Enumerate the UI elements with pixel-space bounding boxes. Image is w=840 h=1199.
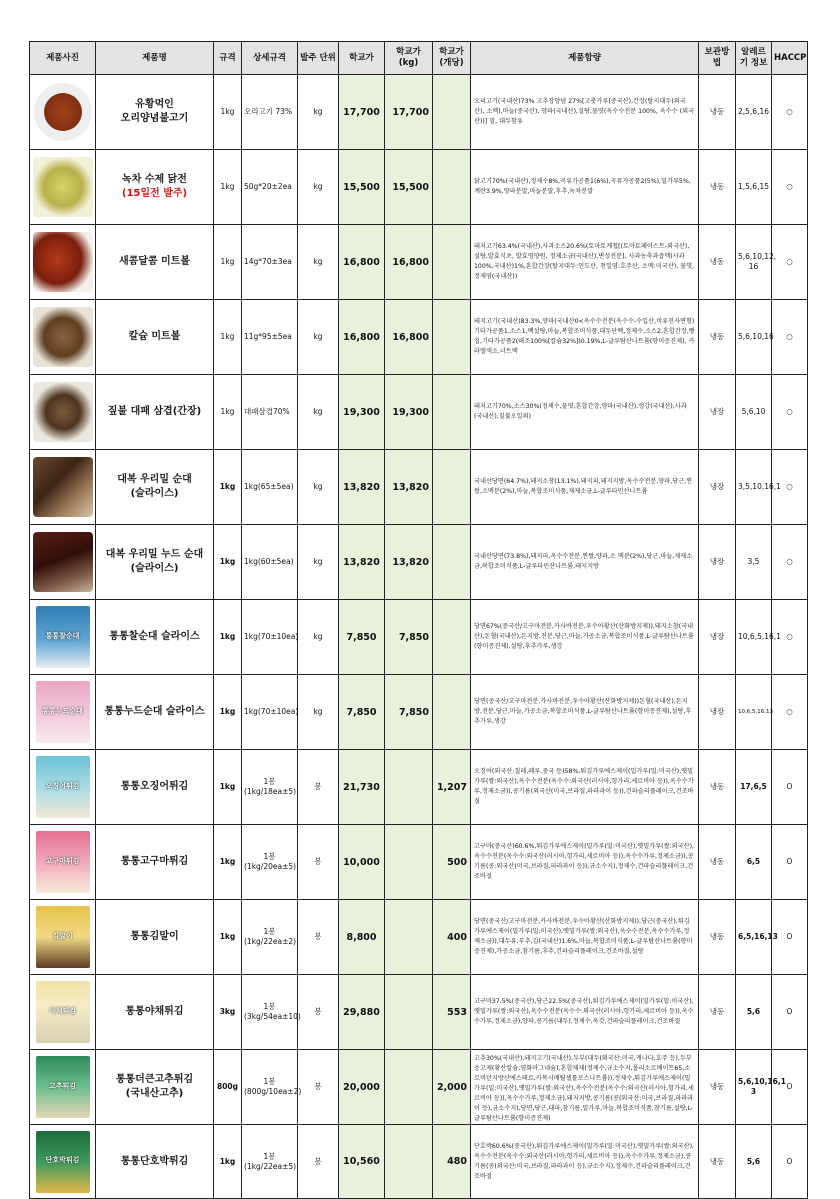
product-table [29, 41, 808, 1199]
order-unit: 봉 [298, 1125, 339, 1199]
school-price-ea: 1,207 [433, 750, 471, 825]
table-row [30, 525, 808, 600]
ingredients: 오리고기(국내산)73% 고추장양념 27%[고춧가루(중국산),간장(탈지대두(외국산), 소맥),마늘(중국산), 양파(국내산),설탕,물엿(옥수수전분 100%, 옥수수 (외국산))] 밀, 대두함유 [471, 75, 699, 150]
school-price: 7,850 [339, 675, 385, 750]
product-photo [33, 532, 93, 592]
school-price-ea [433, 450, 471, 525]
haccp-mark: O [772, 1050, 808, 1125]
detail-spec: 1봉 (1kg/18ea±5) [242, 750, 298, 825]
product-name: 통통김말이 [96, 900, 214, 975]
header-price: 학교가 [339, 42, 385, 75]
product-name: 통통더큰고추튀김 (국내산고추) [96, 1050, 214, 1125]
order-unit: kg [298, 225, 339, 300]
detail-spec: 대패삼겹70% [242, 375, 298, 450]
order-unit: 봉 [298, 1050, 339, 1125]
ingredients: 돼지고기63.4%(국내산),사과소스20.6%(토마토케첩[(토마토페이스트-외국산),설탕,발효식초, 발효영양원, 정제소금(국내산),변성전분], 사과농축과즙액(사과100%,국내산)1%,혼합간장(탈지대두:인도산, 천일염:호주산, 소맥:미국산), 물엿, 정제염(국내산)) [471, 225, 699, 300]
school-price-kg: 16,800 [385, 225, 433, 300]
storage-method: 냉동 [699, 1050, 736, 1125]
allergy-info: 17,6,5 [736, 750, 772, 825]
school-price-kg: 13,820 [385, 525, 433, 600]
spec: 1kg [214, 675, 242, 750]
table-row [30, 1050, 808, 1125]
school-price-kg [385, 1125, 433, 1199]
table-row [30, 975, 808, 1050]
product-name: 대복 우리밀 누드 순대 (슬라이스) [96, 525, 214, 600]
storage-method: 냉동 [699, 1125, 736, 1199]
allergy-info: 3,5 [736, 525, 772, 600]
table-row [30, 150, 808, 225]
storage-method: 냉장 [699, 450, 736, 525]
storage-method: 냉동 [699, 900, 736, 975]
allergy-info: 1,5,6,15 [736, 150, 772, 225]
storage-method: 냉장 [699, 525, 736, 600]
ingredients: 국내산당면(73.8%),돼지피,옥수수전분,찐쌀,양파,소 맥분(2%),당근,마늘,재제소금,복합조미식품,L-글루타민산나트륨,돼지지방 [471, 525, 699, 600]
ingredients: 국내산당면(64.7%),돼지소창(13.1%),돼지피,돼지지방,옥수수전분,양파,당근,찐쌀,소맥분(2%),마늘,복합조미식품,재제소금,L-글루타민산나트륨 [471, 450, 699, 525]
school-price-ea: 2,000 [433, 1050, 471, 1125]
school-price: 20,000 [339, 1050, 385, 1125]
school-price-kg [385, 750, 433, 825]
ingredients: 당면(중국산/고구마전분,카사바전분,우수아황산(산화방지제))돈혈(국내산),돈지방,전분,당근,마늘,가공소금,복합조미식품,L-글루탐산나트륨(향미증진제),설탕,후추가루,생강 [471, 675, 699, 750]
school-price-kg [385, 1050, 433, 1125]
order-unit: kg [298, 600, 339, 675]
school-price: 10,560 [339, 1125, 385, 1199]
allergy-info: 5,6,10,12, 16 [736, 225, 772, 300]
order-unit: 봉 [298, 900, 339, 975]
school-price-kg: 16,800 [385, 300, 433, 375]
product-photo-cell [30, 150, 96, 225]
school-price: 10,000 [339, 825, 385, 900]
order-unit: kg [298, 450, 339, 525]
haccp-mark: ○ [772, 300, 808, 375]
header-photo: 제품사진 [30, 42, 96, 75]
product-photo [33, 157, 93, 217]
product-photo: 야채튀김 [36, 981, 90, 1043]
order-unit: kg [298, 150, 339, 225]
product-name: 유황먹인 오리양념불고기 [96, 75, 214, 150]
detail-spec: 1kg(65±5ea) [242, 450, 298, 525]
haccp-mark: O [772, 825, 808, 900]
product-photo-cell [30, 675, 96, 750]
product-photo-cell [30, 900, 96, 975]
storage-method: 냉동 [699, 975, 736, 1050]
product-name: 통통누드순대 슬라이스 [96, 675, 214, 750]
storage-method: 냉동 [699, 225, 736, 300]
allergy-info: 5,6,10,16 [736, 300, 772, 375]
product-photo-cell [30, 975, 96, 1050]
product-photo-cell [30, 1125, 96, 1199]
table-row [30, 225, 808, 300]
product-name: 통통오징어튀김 [96, 750, 214, 825]
table-row [30, 450, 808, 525]
haccp-mark: O [772, 1125, 808, 1199]
school-price-ea: 480 [433, 1125, 471, 1199]
product-name: 통통야채튀김 [96, 975, 214, 1050]
ingredients: 당면67%(중국산/고구마전분,카사바전분,우수아황산(산화방지제)),돼지소창(국내산),돈혈(국내산),돈지방,전분,당근,마늘,가공소금,복합조미식품,L-글루탐산나트륨(향미증진제),설탕,후추가루,생강 [471, 600, 699, 675]
header-unit: 발주 단위 [298, 42, 339, 75]
school-price: 21,730 [339, 750, 385, 825]
table-row [30, 375, 808, 450]
ingredients: 단호박60.6%(중국산),튀김가루에스제이(밀가루(밀:미국산),옛밀가루(쌀:외국산),옥수수전분(옥수수:외국산(러시아,헝가리,세르비아 등)),옥수수가루,정제소금),콩기름(콩(외국산:미국,브라질,파라과이 등),규소수지),정제수,건파슬리플레이크,건조바질 [471, 1125, 699, 1199]
product-photo-cell [30, 75, 96, 150]
allergy-info: 10,6,5,16,13 [736, 675, 772, 750]
product-photo-cell [30, 450, 96, 525]
product-photo [33, 232, 93, 292]
header-spec: 규격 [214, 42, 242, 75]
spec: 1kg [214, 450, 242, 525]
detail-spec: 14g*70±3ea [242, 225, 298, 300]
school-price-ea [433, 375, 471, 450]
table-row [30, 600, 808, 675]
haccp-mark: ○ [772, 375, 808, 450]
spec: 1kg [214, 1125, 242, 1199]
ingredients: 고구마37.5%(중국산),당근22.5%(중국산),튀김가루에스제이(밀가루(밀:미국산),옛밀가루(쌀:외국산),옥수수전분(옥수수:외국산(러시아,헝가리,세르비아 등)),옥수수가루,정제소금),양파,콩기름(대두),정제수,옥갓,건파슬리플레이크,건조바질 [471, 975, 699, 1050]
allergy-info: 2,5,6,16 [736, 75, 772, 150]
spec: 1kg [214, 600, 242, 675]
school-price-kg: 7,850 [385, 675, 433, 750]
product-name: 녹차 수제 닭전 (15일전 발주) [96, 150, 214, 225]
spec: 1kg [214, 225, 242, 300]
product-name: 칼슘 미트볼 [96, 300, 214, 375]
product-photo [34, 83, 92, 141]
product-photo: 오징어튀김 [36, 756, 90, 818]
product-name: 대복 우리밀 순대 (슬라이스) [96, 450, 214, 525]
order-unit: 봉 [298, 975, 339, 1050]
header-ingredients: 제품함량 [471, 42, 699, 75]
order-unit: kg [298, 75, 339, 150]
haccp-mark: ○ [772, 450, 808, 525]
product-photo: 통통찰순대 [36, 606, 90, 668]
product-photo-cell [30, 750, 96, 825]
detail-spec: 1kg(70±10ea) [242, 600, 298, 675]
school-price-ea [433, 75, 471, 150]
spec: 1kg [214, 900, 242, 975]
school-price: 15,500 [339, 150, 385, 225]
spec: 1kg [214, 825, 242, 900]
school-price-ea [433, 300, 471, 375]
product-photo: 고구마튀김 [36, 831, 90, 893]
spec: 3kg [214, 975, 242, 1050]
spec: 1kg [214, 525, 242, 600]
table-row [30, 300, 808, 375]
school-price: 8,800 [339, 900, 385, 975]
school-price-ea: 500 [433, 825, 471, 900]
allergy-info: 5,6 [736, 1125, 772, 1199]
storage-method: 냉동 [699, 825, 736, 900]
product-photo-cell [30, 1050, 96, 1125]
storage-method: 냉동 [699, 75, 736, 150]
detail-spec: 11g*95±5ea [242, 300, 298, 375]
allergy-info: 5,6,10,16,1 3 [736, 1050, 772, 1125]
header-allergy: 알레르기 정보 [736, 42, 772, 75]
product-photo-cell [30, 525, 96, 600]
school-price: 13,820 [339, 450, 385, 525]
school-price-ea [433, 525, 471, 600]
header-price-ea: 학교가 (개당) [433, 42, 471, 75]
school-price-kg: 19,300 [385, 375, 433, 450]
spec: 1kg [214, 375, 242, 450]
product-photo-cell [30, 600, 96, 675]
school-price: 19,300 [339, 375, 385, 450]
spec: 1kg [214, 75, 242, 150]
haccp-mark: O [772, 900, 808, 975]
allergy-info: 6,5 [736, 825, 772, 900]
spec: 800g [214, 1050, 242, 1125]
order-unit: kg [298, 525, 339, 600]
product-photo [33, 457, 93, 517]
detail-spec: 1봉 (800g/10ea±2) [242, 1050, 298, 1125]
product-photo: 김말이 [36, 906, 90, 968]
product-name: 짚불 대패 삼겹(간장) [96, 375, 214, 450]
ingredients: 돼지고기70%,소스30%(정제수,물엿,혼합간장,양파(국내산),생강(국내산),사과(국내산),짚불오일외) [471, 375, 699, 450]
school-price-ea [433, 675, 471, 750]
header-detail: 상세규격 [242, 42, 298, 75]
haccp-mark: ○ [772, 675, 808, 750]
product-photo: 통통누드순대 [36, 681, 90, 743]
school-price-kg: 15,500 [385, 150, 433, 225]
product-photo-cell [30, 225, 96, 300]
school-price-ea: 400 [433, 900, 471, 975]
detail-spec: 오리고기 73% [242, 75, 298, 150]
school-price-ea [433, 600, 471, 675]
spec: 1kg [214, 300, 242, 375]
haccp-mark: ○ [772, 600, 808, 675]
storage-method: 냉동 [699, 300, 736, 375]
haccp-mark: ○ [772, 150, 808, 225]
order-unit: kg [298, 300, 339, 375]
allergy-info: 10,6,5,16,1 [736, 600, 772, 675]
detail-spec: 1봉 (3kg/54ea±10) [242, 975, 298, 1050]
school-price-ea [433, 225, 471, 300]
detail-spec: 1봉 (1kg/20ea±5) [242, 825, 298, 900]
header-haccp: HACCP [772, 42, 808, 75]
detail-spec: 1kg(70±10ea) [242, 675, 298, 750]
table-row [30, 750, 808, 825]
school-price-ea [433, 150, 471, 225]
product-photo: 고추튀김 [36, 1056, 90, 1118]
school-price: 17,700 [339, 75, 385, 150]
table-row [30, 675, 808, 750]
allergy-info: 6,5,16,13 [736, 900, 772, 975]
storage-method: 냉동 [699, 750, 736, 825]
ingredients: 당면(중국산/고구마전분,카사바전분,우수아황산(산화방지제)),당근(중국산),튀김가루에스제이(밀가루(밀:미국산),옛밀가루(쌀:외국산),옥수수전분,옥수수가루,정제소금)),대두유,부추,김(국내산)1.6%,마늘,복합조미식품,L-글루탐산나트륨(향미증진제),가공소금,참기름,후추,건파슬리플레이크,건조바질,설탕 [471, 900, 699, 975]
product-name: 통통단호박튀김 [96, 1125, 214, 1199]
order-unit: kg [298, 375, 339, 450]
product-photo-cell [30, 375, 96, 450]
product-photo-cell [30, 300, 96, 375]
order-unit: 봉 [298, 825, 339, 900]
header-storage: 보관방법 [699, 42, 736, 75]
table-row [30, 75, 808, 150]
storage-method: 냉장 [699, 600, 736, 675]
ingredients: 고구마(중국산)60.6%,튀김가루에스제이(밀가루(밀:미국산),옛밀가루(쌀:외국산),옥수수전분(옥수수:외국산(러시아,헝가리,세르비아 등)),옥수수가루,정제소금)),콩기름(콩:외국산(미국,브라질,파라과이 등)),규소수지),정제수,건파슬리플레이크,건조바질 [471, 825, 699, 900]
storage-method: 냉장 [699, 375, 736, 450]
school-price-kg: 13,820 [385, 450, 433, 525]
school-price-kg: 17,700 [385, 75, 433, 150]
storage-method: 냉동 [699, 150, 736, 225]
school-price-ea: 553 [433, 975, 471, 1050]
table-row [30, 900, 808, 975]
table-row [30, 825, 808, 900]
product-name: 통통고구마튀김 [96, 825, 214, 900]
ingredients: 돼지고기(국내산)83.3%,양파(국내산0<옥수수전분(옥수수-수입산,비유전자변형)기타가공품1,소스1,백설탕,마늘,복합조미식품,대두단백,정제수,소스2,혼합간장,빵집,기타가공품2(해조100%[칼슘32%])0.19%,L-글루탐산나트륨(향미증진제), 카라멜색소,너트맥 [471, 300, 699, 375]
product-name: 통통찰순대 슬라이스 [96, 600, 214, 675]
product-photo: 단호박튀김 [36, 1131, 90, 1193]
detail-spec: 1kg(60±5ea) [242, 525, 298, 600]
school-price-kg: 7,850 [385, 600, 433, 675]
order-unit: 봉 [298, 750, 339, 825]
ingredients: 고추30%(국내산),돼지고기(국내산),두부(대두(외국산:미국,캐나다,호주 등),두부응고제(황산칼슘,염화마그네슘),혼합제제(정제수,규소수지,폴리소르베이트65,소르비탄지방산에스테르,카복시메틸셀룰로스나트륨)),정제수,튀김가루에스제이(밀가루(밀:미국산),옛밀가루(쌀:외국산),옥수수전분(옥수수:외국산(러시아,헝가리,세르비아 등)),옥수수가루,정제소금),돼지지방,콩기름(콩(외국산:미국,브라질,파라과이 등),규소수지),당면,당근,대파,참기름,밀가루,마늘,복합조미식품,참기름,설탕,L-글루탐산나트륨(향미증진제) [471, 1050, 699, 1125]
haccp-mark: ○ [772, 75, 808, 150]
allergy-info: 3,5,10,16,1 [736, 450, 772, 525]
header-price-kg: 학교가(kg) [385, 42, 433, 75]
school-price-kg [385, 975, 433, 1050]
haccp-mark: ○ [772, 225, 808, 300]
detail-spec: 1봉 (1kg/22ea±5) [242, 1125, 298, 1199]
school-price: 7,850 [339, 600, 385, 675]
table-row [30, 1125, 808, 1199]
product-photo [33, 307, 93, 367]
storage-method: 냉장 [699, 675, 736, 750]
school-price: 16,800 [339, 225, 385, 300]
order-unit: kg [298, 675, 339, 750]
school-price-kg [385, 825, 433, 900]
haccp-mark: O [772, 750, 808, 825]
ingredients: 오징어(외국산:칠레,페루,중국 등)58%,튀김가루에스제이(밀가루(밀:미국산),옛밀가루(쌀:외국산),옥수수전분(옥수수:외국산(러시아,헝가리,세르비아 등)),옥수수가루,정제소금)),콩기름(외국산(미국,브라질,파라과이 등)),건파슬리플레이크,건조바질 [471, 750, 699, 825]
header-row [30, 42, 808, 75]
product-photo-cell [30, 825, 96, 900]
school-price-kg [385, 900, 433, 975]
spec: 1kg [214, 150, 242, 225]
haccp-mark: ○ [772, 525, 808, 600]
allergy-info: 5,6 [736, 975, 772, 1050]
product-name: 새콤달콤 미트볼 [96, 225, 214, 300]
haccp-mark: O [772, 975, 808, 1050]
product-photo [33, 382, 93, 442]
school-price: 16,800 [339, 300, 385, 375]
allergy-info: 5,6,10 [736, 375, 772, 450]
school-price: 13,820 [339, 525, 385, 600]
ingredients: 닭고기70%(국내산),정제수8%,곡류가공품1(6%),곡류가공품2(5%),밀가루5%,계란3.9%,양파분말,마늘분말,후추,녹차분말 [471, 150, 699, 225]
detail-spec: 1봉 (1kg/22ea±2) [242, 900, 298, 975]
school-price: 29,880 [339, 975, 385, 1050]
header-name: 제품명 [96, 42, 214, 75]
detail-spec: 50g*20±2ea [242, 150, 298, 225]
spec: 1kg [214, 750, 242, 825]
